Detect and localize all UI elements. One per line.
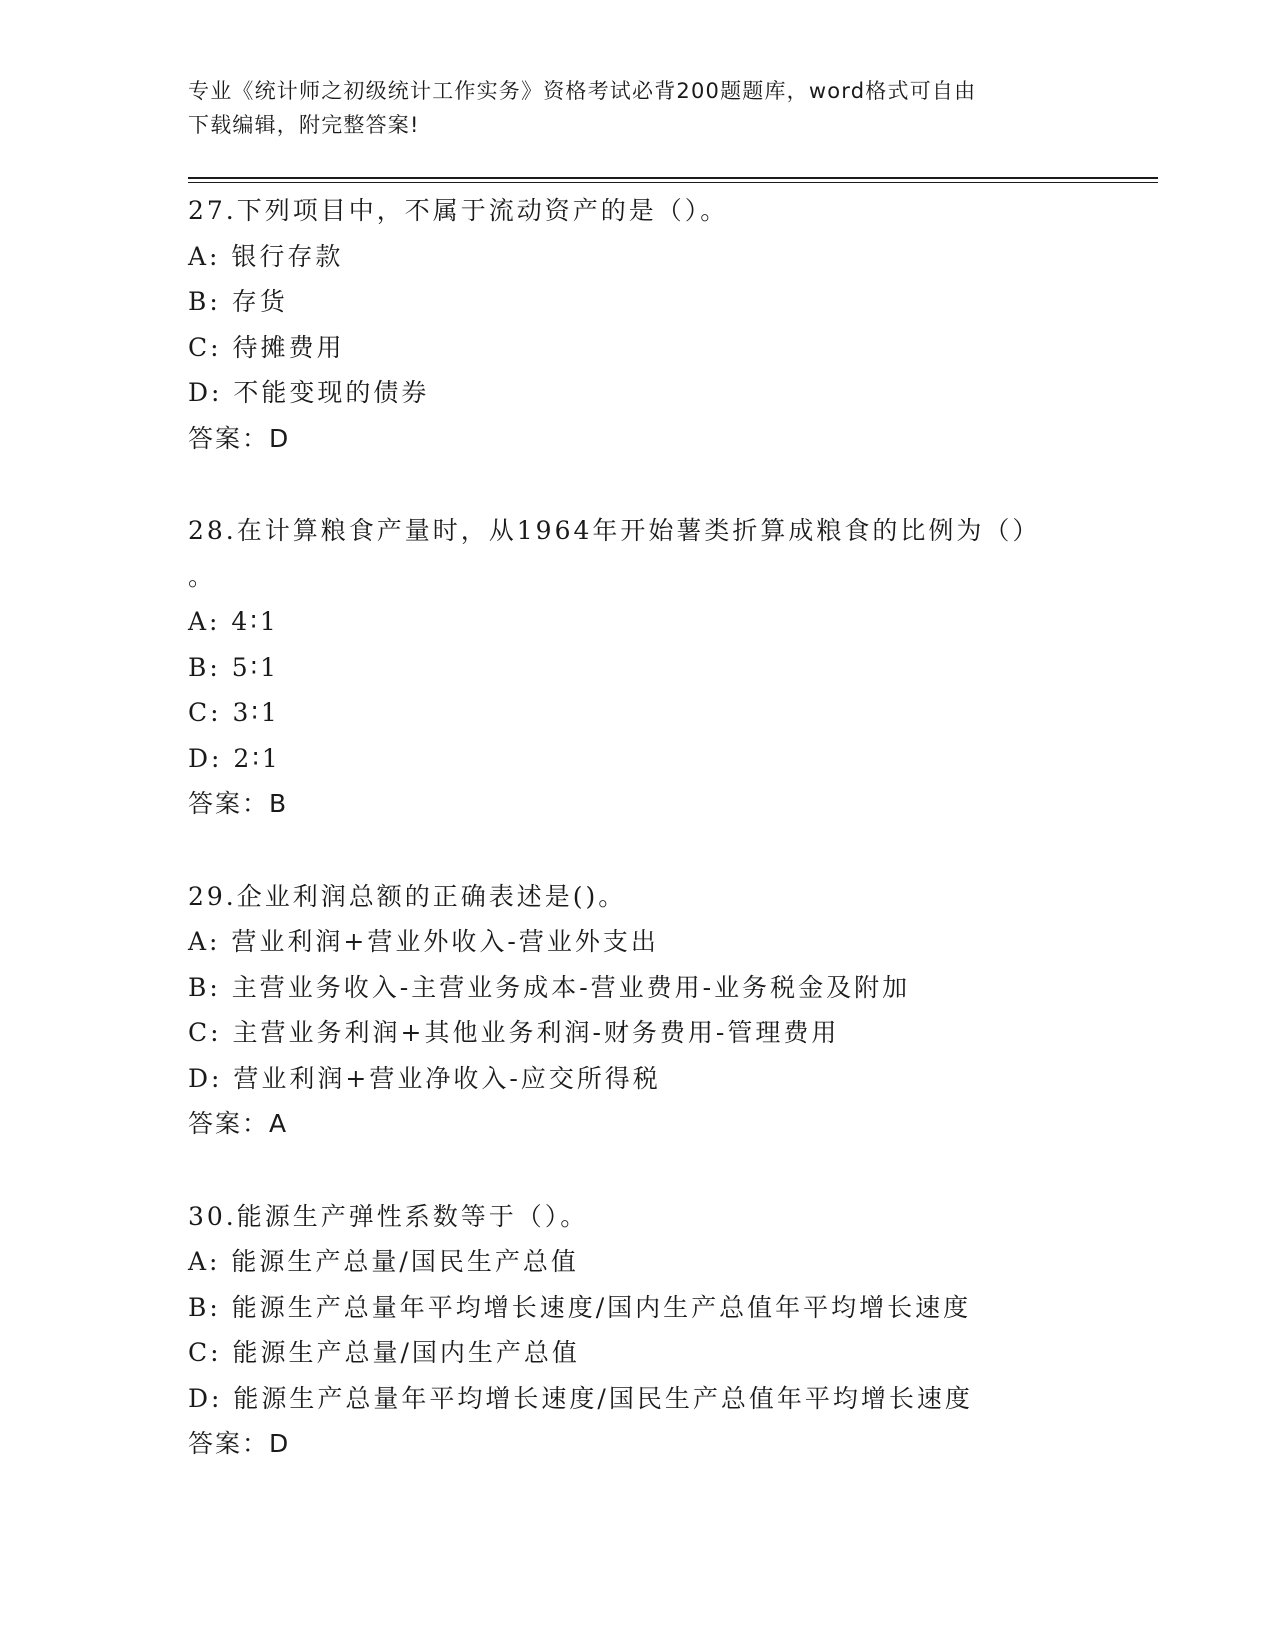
answer: 答案：B	[188, 789, 289, 818]
answer: 答案：D	[188, 1429, 291, 1458]
question-stem: 29.企业利润总额的正确表述是()。	[188, 881, 627, 911]
question-stem: 27.下列项目中，不属于流动资产的是（）。	[188, 196, 729, 225]
option-c: C: 主营业务利润+其他业务利润-财务费用-管理费用	[188, 1018, 840, 1047]
answer: 答案：A	[188, 1109, 289, 1138]
question-28	[188, 508, 1068, 827]
option-d: D: 营业利润+营业净收入-应交所得税	[188, 1063, 661, 1093]
option-c: C: 待摊费用	[188, 332, 345, 362]
header-divider-thick	[188, 177, 1158, 179]
option-b: B: 5∶1	[188, 652, 280, 682]
option-b: B: 主营业务收入-主营业务成本-营业费用-业务税金及附加	[188, 972, 911, 1002]
option-b: B: 能源生产总量年平均增长速度/国内生产总值年平均增长速度	[188, 1292, 972, 1322]
option-a: A: 银行存款	[188, 241, 344, 271]
question-stem: 30.能源生产弹性系数等于（）。	[188, 1201, 589, 1231]
question-list	[188, 188, 1068, 1514]
option-b: B: 存货	[188, 287, 288, 316]
option-d: D: 能源生产总量年平均增长速度/国民生产总值年平均增长速度	[188, 1383, 973, 1413]
question-29	[188, 874, 1068, 1147]
header-divider-thin	[188, 182, 1158, 183]
question-stem: 28.在计算粮食产量时，从1964年开始薯类折算成粮食的比例为（）	[188, 516, 1041, 545]
question-30	[188, 1194, 1068, 1467]
option-c: C: 3∶1	[188, 698, 280, 727]
option-c: C: 能源生产总量/国内生产总值	[188, 1338, 580, 1367]
question-stem-continuation: 。	[188, 561, 217, 591]
header-line-2: 下载编辑，附完整答案!	[188, 113, 420, 137]
option-a: A: 能源生产总量/国民生产总值	[188, 1247, 579, 1276]
document-header	[188, 74, 1068, 142]
question-27	[188, 188, 1068, 461]
option-a: A: 4∶1	[188, 607, 279, 636]
answer: 答案：D	[188, 423, 291, 453]
option-a: A: 营业利润+营业外收入-营业外支出	[188, 927, 659, 956]
option-d: D: 不能变现的债券	[188, 378, 430, 407]
header-line-1: 专业《统计师之初级统计工作实务》资格考试必背200题题库，word格式可自由	[188, 79, 977, 103]
option-d: D: 2∶1	[188, 743, 281, 773]
